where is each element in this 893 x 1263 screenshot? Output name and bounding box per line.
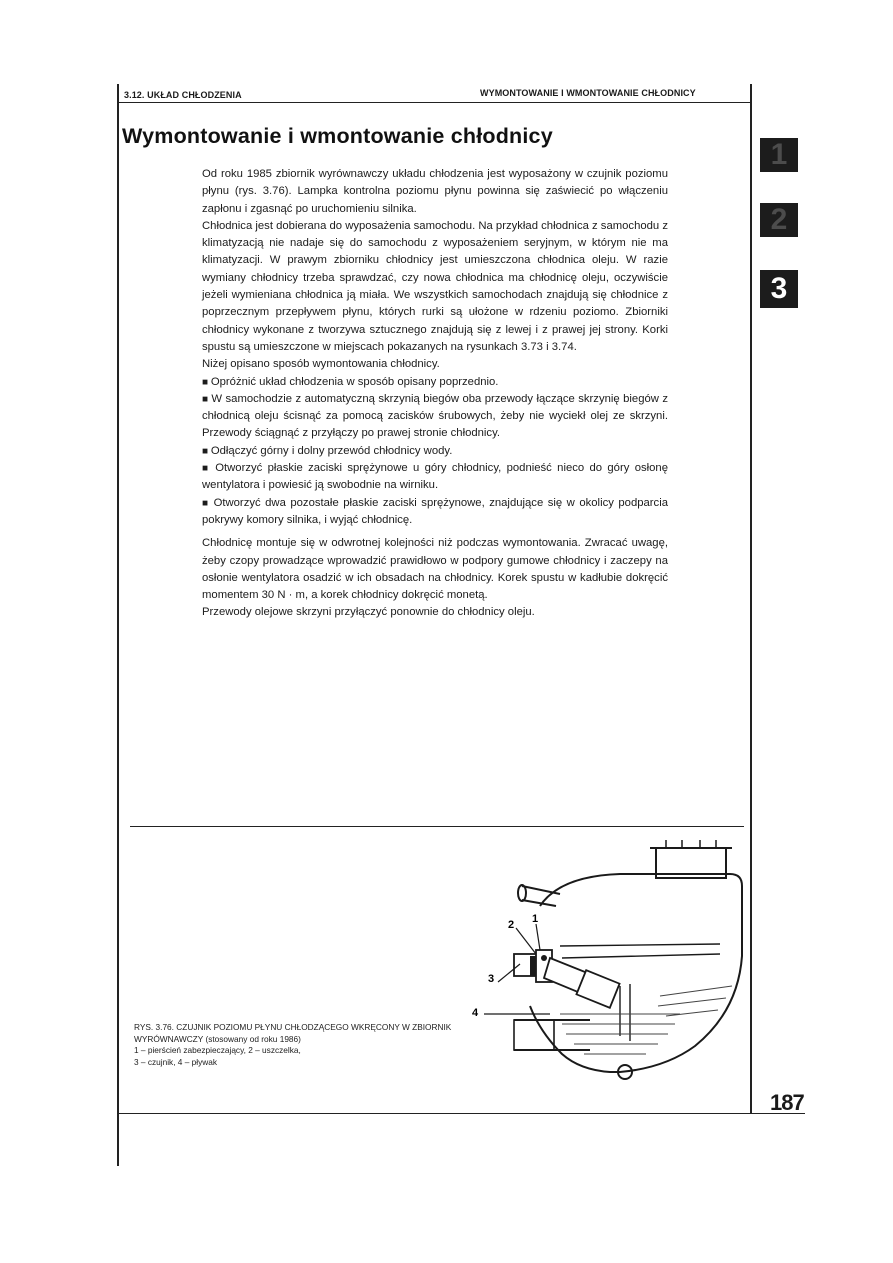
- header-running-title: WYMONTOWANIE I WMONTOWANIE CHŁODNICY: [480, 88, 696, 98]
- callout-1: 1: [532, 913, 539, 925]
- header-section: 3.12. UKŁAD CHŁODZENIA: [124, 90, 242, 100]
- paragraph-oil-lines: Przewody olejowe skrzyni przyłączyć ponownie do chłodnicy oleju.: [202, 606, 535, 619]
- chapter-tab-3[interactable]: 3: [760, 270, 798, 308]
- step-item: ■ W samochodzie z automatyczną skrzynią biegów oba przewody łączące skrzynię biegów z chłodnicą oleju ścisnąć za pomocą zacisków śrubowych, żeby nie wyciekł olej ze skrzyni. Przewody ściągnąć z przyłączy po prawej stronie chłodnicy.: [202, 391, 668, 443]
- paragraph-installation: Chłodnicę montuje się w odwrotnej kolejności niż podczas wymontowania. Zwracać uwagę, żeby czopy prowadzące wprowadzić prawidłowo w podpory gumowe chłodnicy i zaczepy na osłonie wentylatora osadzić w ich obsadach na chłodnicy. Korek spustu w kadłubie dokręcić momentem 30 N · m, a korek chłodnicy dokręcić monetą.: [202, 537, 668, 602]
- step-item: ■ Odłączyć górny i dolny przewód chłodnicy wody.: [202, 443, 668, 460]
- page-title: Wymontowanie i wmontowanie chłodnicy: [122, 124, 553, 148]
- paragraph-intro: Od roku 1985 zbiornik wyrównawczy układu chłodzenia jest wyposażony w czujnik poziomu płynu (rys. 3.76). Lampka kontrolna poziomu płynu powinna się zaświecić po włączeniu zapłonu i zgasnąć po uruchomieniu silnika.: [202, 168, 668, 215]
- caption-note: (stosowany od roku 1986): [205, 1033, 301, 1044]
- step-item: ■ Opróżnić układ chłodzenia w sposób opisany poprzednio.: [202, 374, 668, 391]
- paragraph-radiator: Chłodnica jest dobierana do wyposażenia samochodu. Na przykład chłodnica z samochodu z klimatyzacją nie nadaje się do samochodu z wyposażeniem seryjnym, w którym nie ma klimatyzacji. W prawym zbiorniku chłodnicy jest umieszczona chłodnica oleju. W razie wymiany chłodnicy trzeba sprawdzać, czy nowa chłodnica ma chłodnicę oleju, oczywiście jeżeli wymieniana chłodnica ją miała. We wszystkich samochodach znajdują się chłodnice z poprzecznym przepływem płynu, których rurki są ułożone w rdzeniu poziomo. Zbiorniki chłodnicy wykonane z tworzywa sztucznego znajdują się z lewej i z prawej jej strony. Korki spustu są umieszczone w miejscach pokazanych na rysunkach 3.73 i 3.74.: [202, 219, 668, 353]
- figure-divider-rule: [130, 826, 744, 827]
- chapter-tab-1[interactable]: 1: [760, 138, 798, 172]
- footer-rule: [117, 1113, 805, 1114]
- level-sensor-figure: [470, 836, 760, 1090]
- caption-legend-line-1: 1 – pierścień zabezpieczający, 2 – uszczelka,: [134, 1045, 301, 1056]
- page-number: 187: [770, 1090, 804, 1115]
- caption-title-text: RYS. 3.76. CZUJNIK POZIOMU PŁYNU CHŁODZĄCEGO WKRĘCONY W ZBIORNIK WYRÓWNAWCZY: [134, 1022, 452, 1044]
- caption-legend-line-2: 3 – czujnik, 4 – pływak: [134, 1056, 218, 1067]
- header-rule: [117, 102, 751, 103]
- callout-2: 2: [508, 919, 515, 931]
- paragraph-procedure-intro: Niżej opisano sposób wymontowania chłodnicy.: [202, 358, 440, 371]
- figure-caption: [134, 1022, 454, 1068]
- callout-3: 3: [488, 973, 495, 985]
- left-margin-rule: [117, 84, 119, 1166]
- callout-4: 4: [472, 1007, 479, 1019]
- chapter-tab-2[interactable]: 2: [760, 203, 798, 237]
- body-text: [202, 166, 668, 622]
- caption-title: [134, 1022, 454, 1045]
- step-item: ■ Otworzyć dwa pozostałe płaskie zaciski sprężynowe, znajdujące się w okolicy podparcia pokrywy komory silnika, i wyjąć chłodnicę.: [202, 495, 668, 530]
- step-item: ■ Otworzyć płaskie zaciski sprężynowe u góry chłodnicy, podnieść nieco do góry osłonę wentylatora i powiesić ją swobodnie na wirniku.: [202, 460, 668, 495]
